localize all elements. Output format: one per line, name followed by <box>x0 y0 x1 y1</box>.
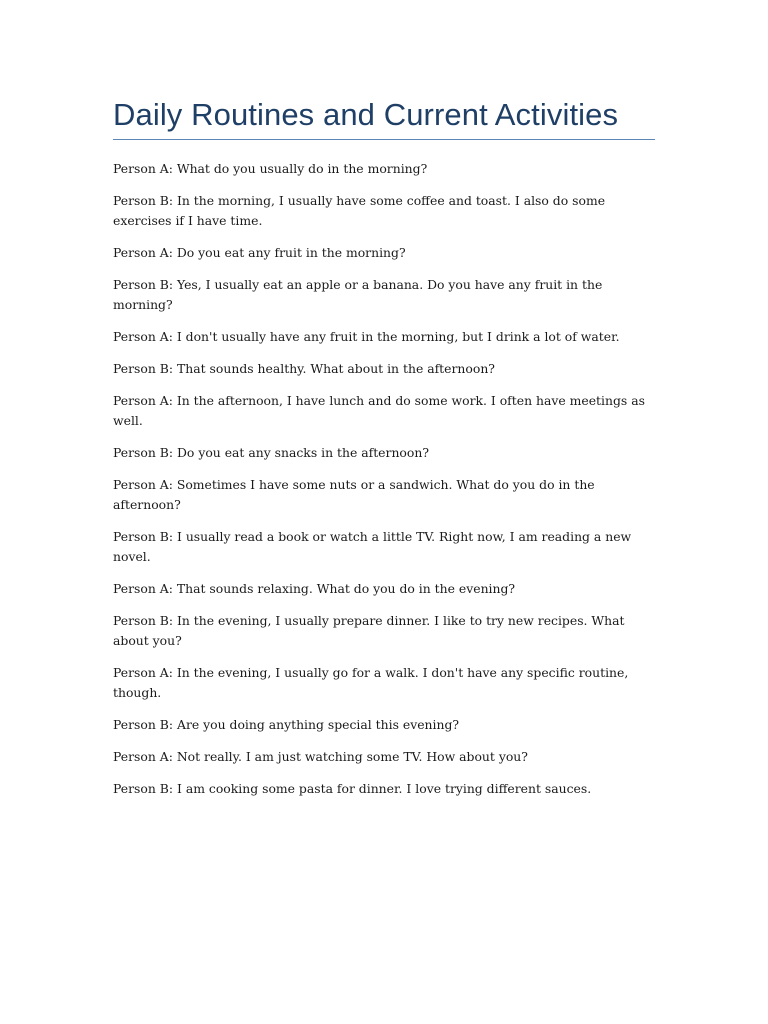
document-title: Daily Routines and Current Activities <box>113 97 619 132</box>
dialogue-line: Person A: In the evening, I usually go for a walk. I don't have any specific routine, though. <box>113 665 629 700</box>
dialogue-line: Person A: That sounds relaxing. What do you do in the evening? <box>113 581 516 596</box>
dialogue-line: Person B: Do you eat any snacks in the afternoon? <box>113 445 429 460</box>
document-page <box>113 95 655 811</box>
dialogue-line: Person A: In the afternoon, I have lunch and do some work. I often have meetings as well. <box>113 393 645 428</box>
dialogue-line: Person B: I am cooking some pasta for dinner. I love trying different sauces. <box>113 781 592 796</box>
dialogue-line: Person B: Are you doing anything special this evening? <box>113 717 460 732</box>
dialogue-line: Person A: I don't usually have any fruit in the morning, but I drink a lot of water. <box>113 329 620 344</box>
title-underline <box>113 139 655 140</box>
dialogue-line: Person A: Do you eat any fruit in the morning? <box>113 245 406 260</box>
dialogue-line: Person B: I usually read a book or watch a little TV. Right now, I am reading a new novel. <box>113 529 632 564</box>
dialogue-body <box>113 159 655 799</box>
dialogue-line: Person B: Yes, I usually eat an apple or a banana. Do you have any fruit in the morning? <box>113 277 603 312</box>
dialogue-line: Person A: Sometimes I have some nuts or a sandwich. What do you do in the afternoon? <box>113 477 595 512</box>
dialogue-line: Person B: That sounds healthy. What about in the afternoon? <box>113 361 495 376</box>
dialogue-line: Person B: In the morning, I usually have some coffee and toast. I also do some exercises if I have time. <box>113 193 606 228</box>
dialogue-line: Person A: What do you usually do in the morning? <box>113 161 428 176</box>
dialogue-line: Person A: Not really. I am just watching some TV. How about you? <box>113 749 528 764</box>
dialogue-line: Person B: In the evening, I usually prepare dinner. I like to try new recipes. What about you? <box>113 613 625 648</box>
